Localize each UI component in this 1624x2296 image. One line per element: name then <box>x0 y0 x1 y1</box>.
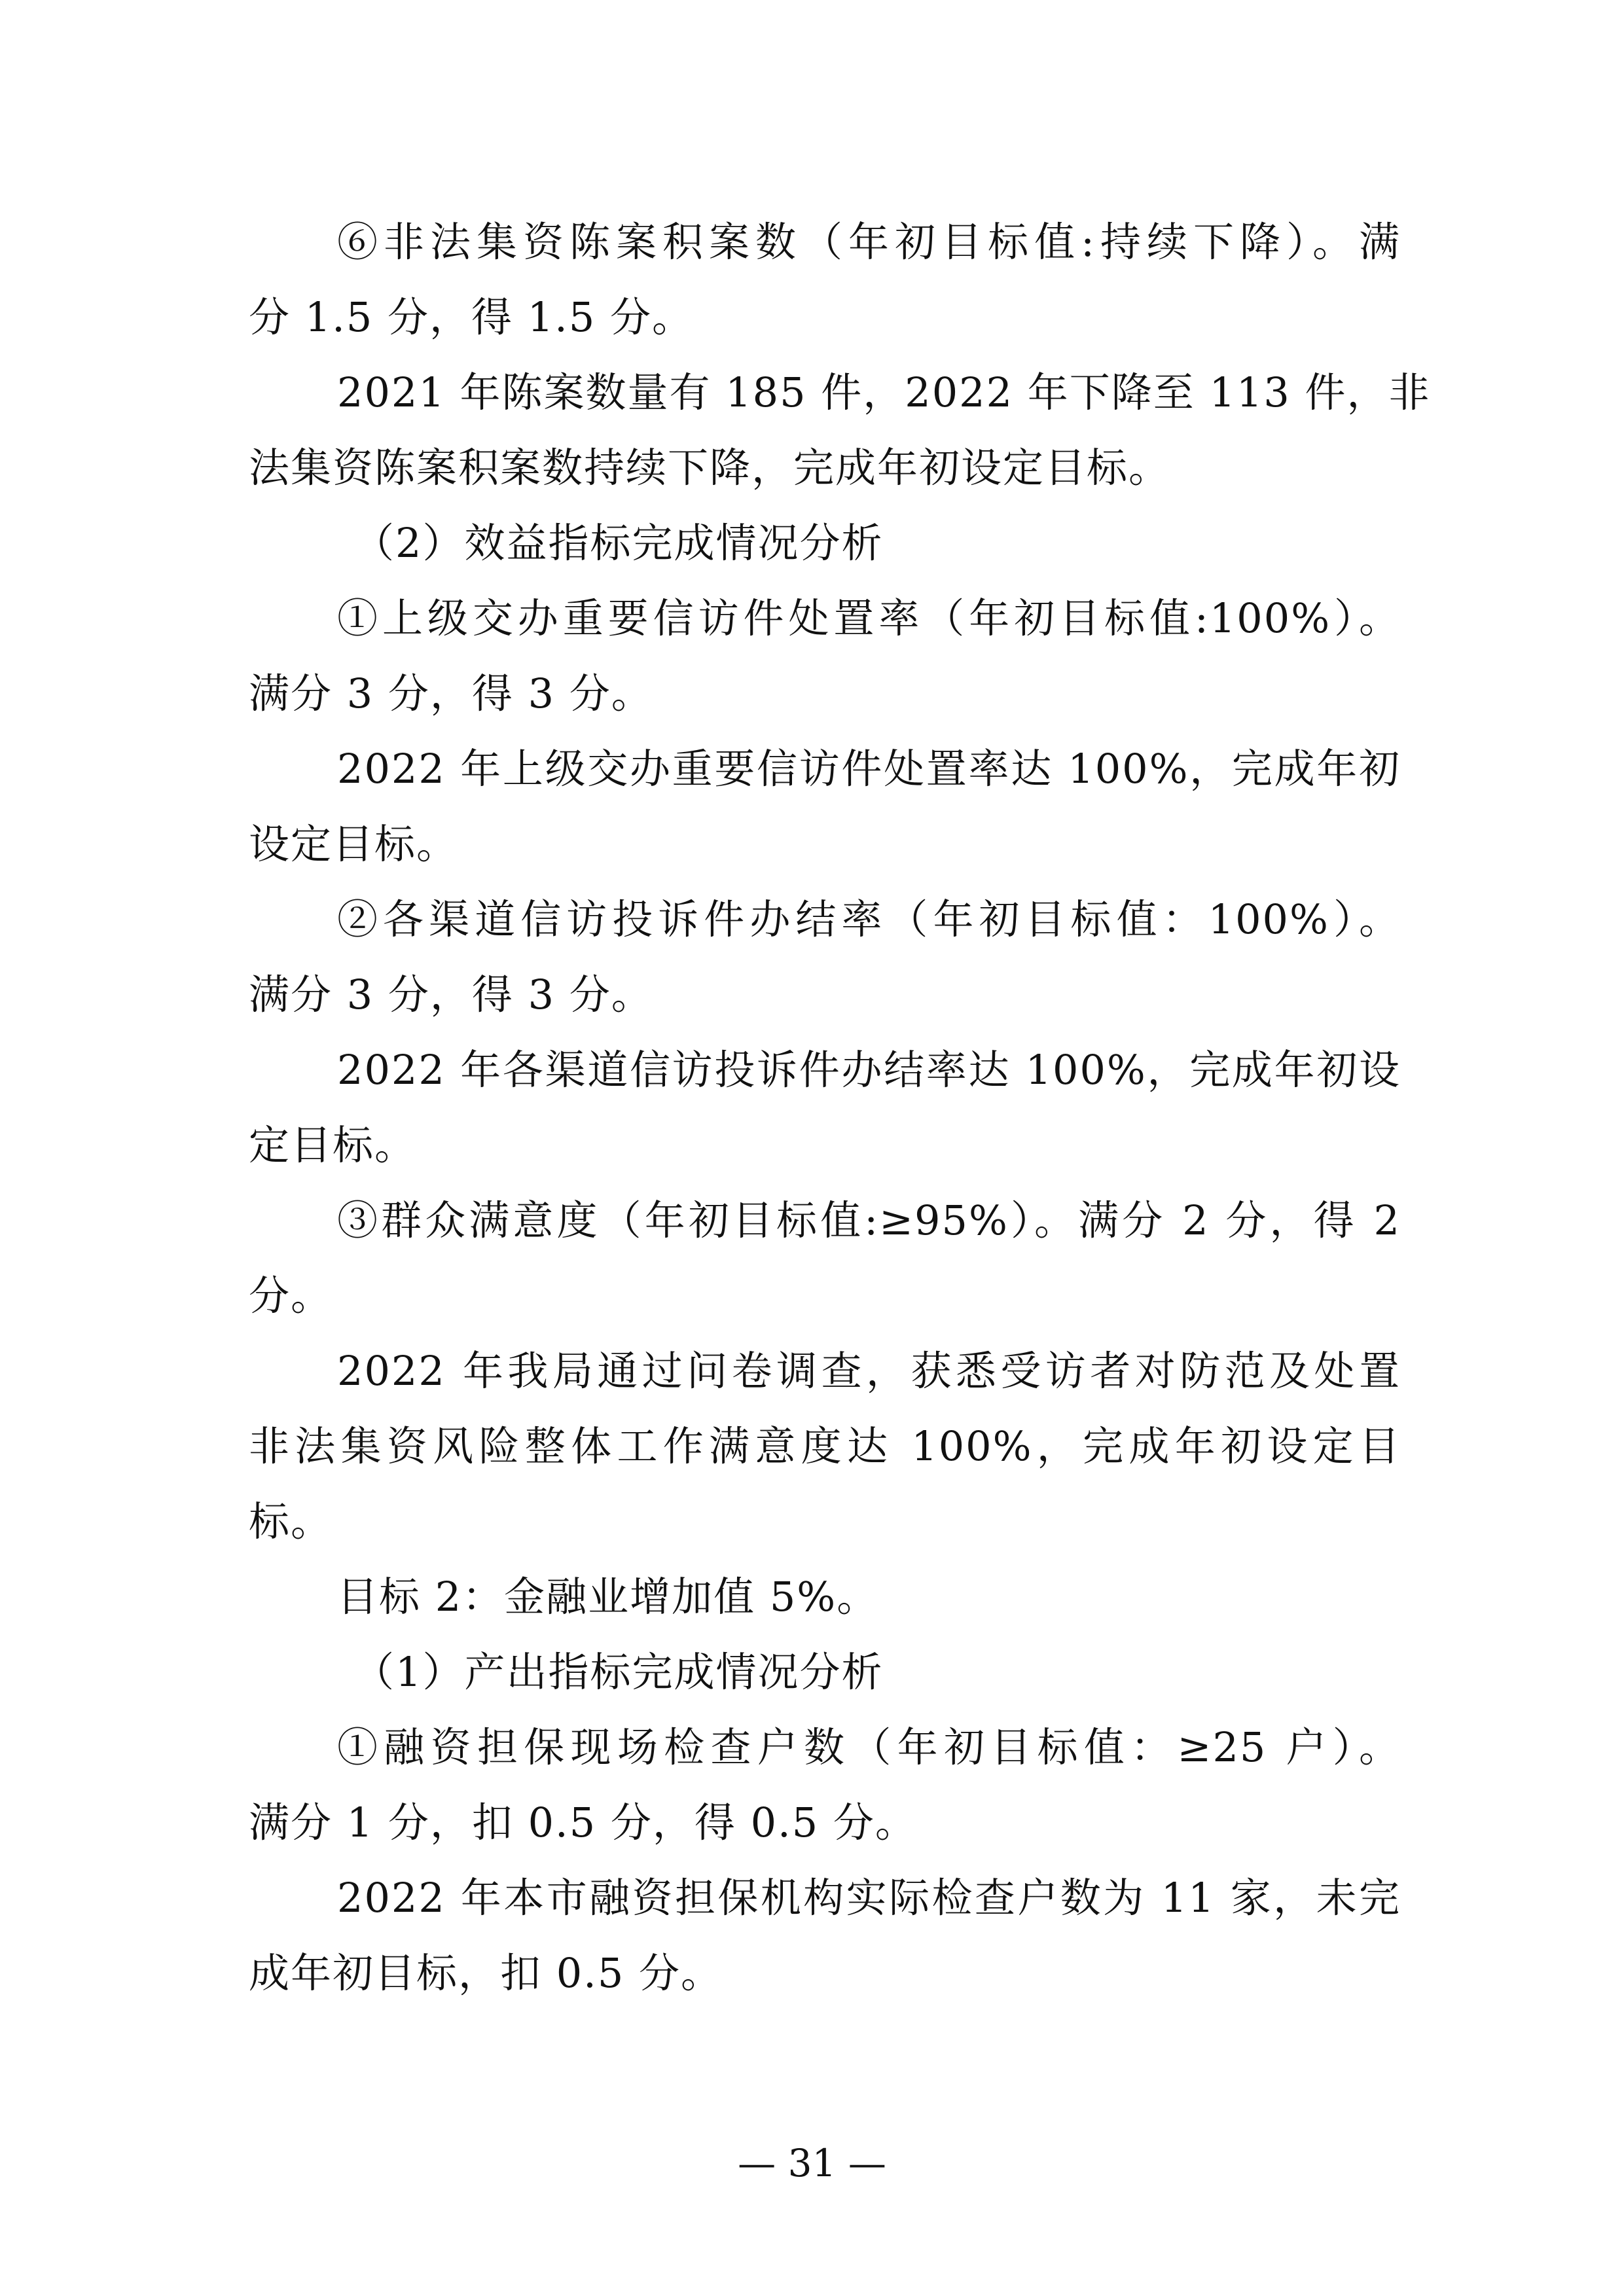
paragraph-line: 2021 年陈案数量有 185 件，2022 年下降至 113 件，非 <box>337 368 1431 416</box>
paragraph-line: 设定目标。 <box>249 820 459 868</box>
paragraph-line: 2022 年各渠道信访投诉件办结率达 100%，完成年初设 <box>337 1046 1401 1094</box>
paragraph-line: 2022 年本市融资担保机构实际检查户数为 11 家，未完 <box>337 1874 1401 1922</box>
paragraph-line: ①上级交办重要信访件处置率（年初目标值:100%）。 <box>337 594 1401 642</box>
section-heading: （1）产出指标完成情况分析 <box>353 1648 884 1696</box>
section-heading: 目标 2：金融业增加值 5%。 <box>337 1573 879 1621</box>
paragraph-line: ③群众满意度（年初目标值:≥95%）。满分 2 分，得 2 <box>337 1196 1401 1244</box>
paragraph-line: 满分 3 分，得 3 分。 <box>249 971 653 1018</box>
paragraph-line: ⑥非法集资陈案积案数（年初目标值:持续下降）。满 <box>337 218 1401 266</box>
paragraph-line: 标。 <box>249 1498 333 1545</box>
page-number: — 31 — <box>738 2141 886 2185</box>
paragraph-line: 法集资陈案积案数持续下降，完成年初设定目标。 <box>249 444 1171 492</box>
paragraph-line: 满分 3 分，得 3 分。 <box>249 670 653 717</box>
paragraph-line: 定目标。 <box>249 1121 417 1169</box>
paragraph-line: 2022 年我局通过问卷调查，获悉受访者对防范及处置 <box>337 1347 1401 1395</box>
paragraph-line: 分。 <box>249 1272 333 1319</box>
paragraph-line: 非法集资风险整体工作满意度达 100%，完成年初设定目 <box>249 1422 1401 1470</box>
paragraph-line: 成年初目标，扣 0.5 分。 <box>249 1949 723 1997</box>
paragraph-line: ①融资担保现场检查户数（年初目标值：≥25 户）。 <box>337 1723 1401 1771</box>
paragraph-line: 分 1.5 分，得 1.5 分。 <box>249 293 695 341</box>
paragraph-line: 2022 年上级交办重要信访件处置率达 100%，完成年初 <box>337 745 1401 793</box>
paragraph-line: 满分 1 分，扣 0.5 分，得 0.5 分。 <box>249 1799 917 1846</box>
section-heading: （2）效益指标完成情况分析 <box>353 519 884 567</box>
paragraph-line: ②各渠道信访投诉件办结率（年初目标值：100%）。 <box>337 895 1401 943</box>
